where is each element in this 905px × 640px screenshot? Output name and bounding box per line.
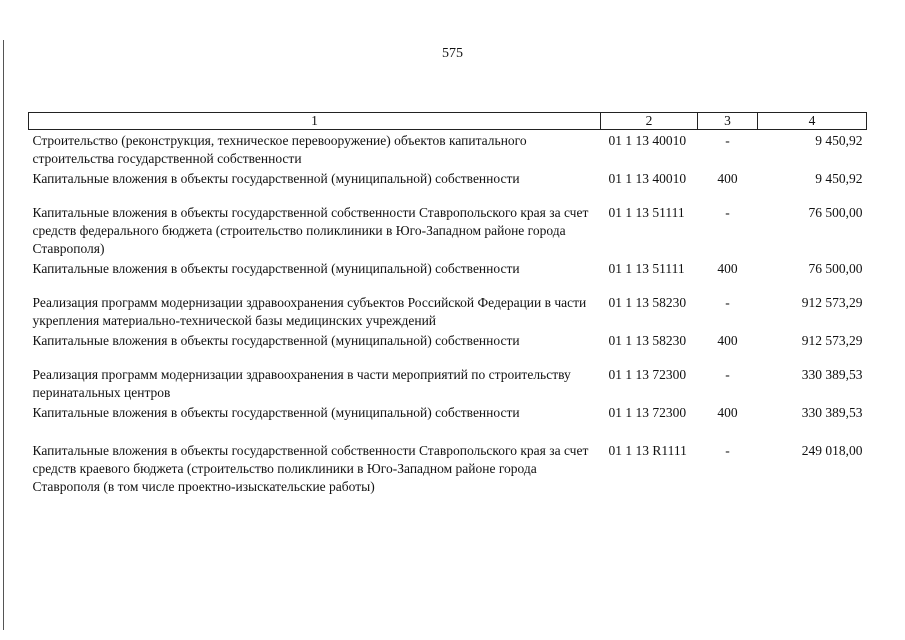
page-number: 575: [442, 46, 463, 61]
row-amount: 9 450,92: [815, 171, 863, 186]
row-name: Реализация программ модернизации здравоохранения в части мероприятий по строительству перинатальных центров: [32, 367, 571, 400]
row-type: 400: [717, 171, 738, 186]
table-row: [29, 364, 867, 402]
row-type: -: [725, 367, 730, 382]
table-row: [29, 168, 867, 202]
table-header-row: [29, 113, 867, 130]
row-code: 01 1 13 40010: [608, 133, 687, 148]
table-row: [29, 258, 867, 292]
row-code: 01 1 13 58230: [608, 295, 687, 310]
row-amount: 9 450,92: [815, 133, 863, 148]
row-type: 400: [717, 333, 738, 348]
table-row: [29, 292, 867, 330]
table-row: [29, 330, 867, 364]
table-row: [29, 202, 867, 258]
row-amount: 76 500,00: [808, 261, 863, 276]
header-col-2: 2: [601, 113, 698, 130]
header-col-1: 1: [29, 113, 601, 130]
table-row: [29, 440, 867, 496]
row-code: 01 1 13 R1111: [608, 443, 687, 458]
row-amount: 330 389,53: [801, 367, 863, 382]
row-amount: 912 573,29: [801, 333, 863, 348]
row-name: Капитальные вложения в объекты государственной (муниципальной) собственности: [32, 261, 520, 276]
row-code: 01 1 13 72300: [608, 367, 687, 382]
budget-table: [28, 112, 867, 496]
table-row: [29, 402, 867, 440]
row-name: Капитальные вложения в объекты государственной (муниципальной) собственности: [32, 333, 520, 348]
row-name: Капитальные вложения в объекты государственной собственности Ставропольского края за счет средств федерального бюджета (строительство поликлиники в Юго-Западном районе города Ставрополя): [32, 205, 589, 256]
row-type: -: [725, 205, 730, 220]
row-amount: 76 500,00: [808, 205, 863, 220]
row-type: -: [725, 443, 730, 458]
row-code: 01 1 13 51111: [608, 205, 685, 220]
row-type: 400: [717, 261, 738, 276]
row-name: Капитальные вложения в объекты государственной (муниципальной) собственности: [32, 171, 520, 186]
row-code: 01 1 13 72300: [608, 405, 687, 420]
row-name: Капитальные вложения в объекты государственной собственности Ставропольского края за счет средств краевого бюджета (строительство поликлиники в Юго-Западном районе города Ставрополя (в том числе проектно-изыскательские работы): [32, 443, 589, 494]
row-type: -: [725, 133, 730, 148]
row-amount: 912 573,29: [801, 295, 863, 310]
row-name: Строительство (реконструкция, техническое перевооружение) объектов капитального строительства государственной собственности: [32, 133, 527, 166]
row-type: -: [725, 295, 730, 310]
row-amount: 330 389,53: [801, 405, 863, 420]
row-type: 400: [717, 405, 738, 420]
row-name: Капитальные вложения в объекты государственной (муниципальной) собственности: [32, 405, 520, 420]
page-edge-line: [3, 40, 4, 630]
row-amount: 249 018,00: [801, 443, 863, 458]
row-name: Реализация программ модернизации здравоохранения субъектов Российской Федерации в части укрепления материально-технической базы медицинских учреждений: [32, 295, 587, 328]
table-row: [29, 130, 867, 169]
row-code: 01 1 13 51111: [608, 261, 685, 276]
row-code: 01 1 13 40010: [608, 171, 687, 186]
header-col-3: 3: [698, 113, 758, 130]
header-col-4: 4: [758, 113, 867, 130]
row-code: 01 1 13 58230: [608, 333, 687, 348]
